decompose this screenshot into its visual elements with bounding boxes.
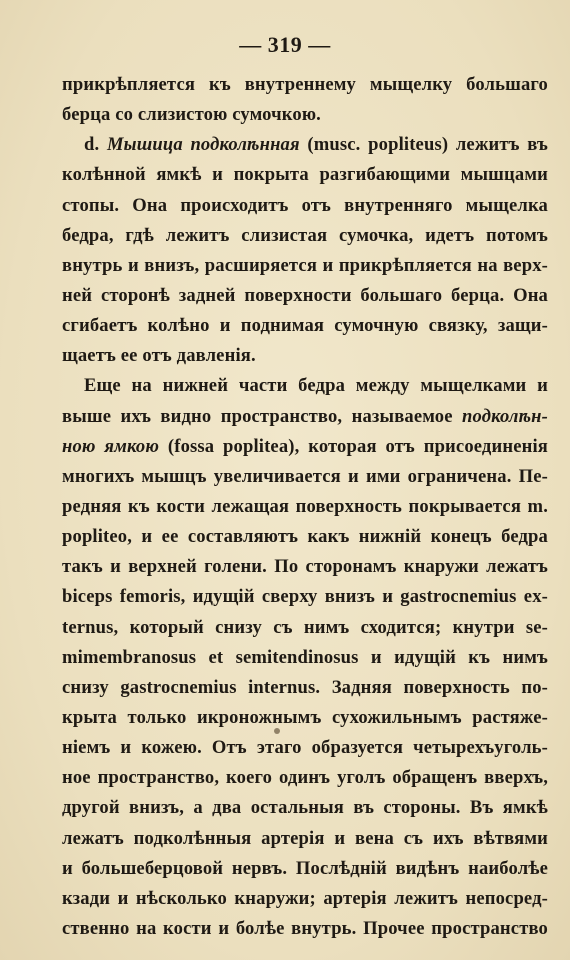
body-text — [62, 70, 548, 944]
text-line — [62, 432, 548, 462]
page-number: — 319 — — [239, 32, 331, 57]
text-line: берца со слизистою сумочкою. — [62, 104, 321, 126]
italic-term: подколѣн- — [462, 405, 548, 427]
text-line — [62, 371, 548, 401]
text-line: прикрѣпляется къ внутреннему мыщелку большаго — [62, 74, 548, 95]
text-line: снизу gastrocnemius internus. Задняя поверхность по- — [62, 676, 548, 698]
text-line: biceps femoris, идущій сверху внизъ и gastrocnemius ex- — [62, 586, 548, 608]
text-run: (fossa poplitea), которая отъ присоединенія — [159, 435, 549, 457]
text-line: колѣнной ямкѣ и покрыта разгибающими мышцами — [62, 164, 548, 186]
text-line — [62, 402, 548, 432]
text-line — [62, 130, 548, 160]
text-run: выше ихъ видно пространство, называемое — [62, 405, 463, 427]
text-line: бедра, гдѣ лежитъ слизистая сумочка, идетъ потомъ — [62, 224, 548, 246]
text-line: внутрь и внизъ, расширяется и прикрѣпляется на верх- — [62, 254, 548, 276]
text-line: стопы. Она происходитъ отъ внутренняго мыщелка — [62, 194, 548, 216]
text-run: d. — [84, 134, 107, 156]
text-line: и большеберцовой нервъ. Послѣдній видѣнъ наиболѣе — [62, 857, 548, 879]
text-line: ternus, который снизу съ нимъ сходится; кнутри se- — [62, 616, 548, 638]
text-line: редняя къ кости лежащая поверхность покрывается m. — [62, 495, 548, 517]
text-line: такъ и верхней голени. По сторонамъ кнаружи лежатъ — [62, 556, 548, 578]
italic-term: Мышица подколѣнная — [106, 134, 300, 156]
text-line: крыта только икроножнымъ сухожильнымъ растяже- — [62, 706, 548, 728]
text-line: ное пространство, коего одинъ уголъ обращенъ вверхъ, — [62, 767, 548, 789]
text-line: кзади и нѣсколько кнаружи; артерія лежитъ непосред- — [62, 887, 548, 909]
text-run: (musc. popliteus) лежитъ въ — [299, 134, 548, 156]
text-line: ней сторонѣ задней поверхности большаго берца. Она — [62, 284, 548, 306]
text-line: ственно на кости и болѣе внутрь. Прочее пространство — [62, 917, 548, 939]
text-line: popliteo, и ее составляютъ какъ нижній конецъ бедра — [62, 526, 548, 548]
text-line: ніемъ и кожею. Отъ этаго образуется четырехъуголь- — [62, 737, 548, 759]
text-run: Еще на нижней части бедра между мыщелками и — [84, 375, 548, 397]
text-line: mimembranosus et semitendinosus и идущій къ нимъ — [62, 646, 548, 668]
text-line: лежатъ подколѣнныя артерія и вена съ ихъ вѣтвями — [62, 827, 548, 849]
italic-term: ною ямкою — [62, 435, 160, 457]
text-line: другой внизъ, а два остальныя въ стороны. Въ ямкѣ — [62, 797, 548, 819]
text-line: сгибаетъ колѣно и поднимая сумочную связку, защи- — [62, 315, 548, 337]
text-line: щаетъ ее отъ давленія. — [62, 345, 256, 367]
text-line: многихъ мышцъ увеличивается и ими ограничена. Пе- — [62, 465, 548, 487]
paper-speck — [274, 728, 280, 734]
